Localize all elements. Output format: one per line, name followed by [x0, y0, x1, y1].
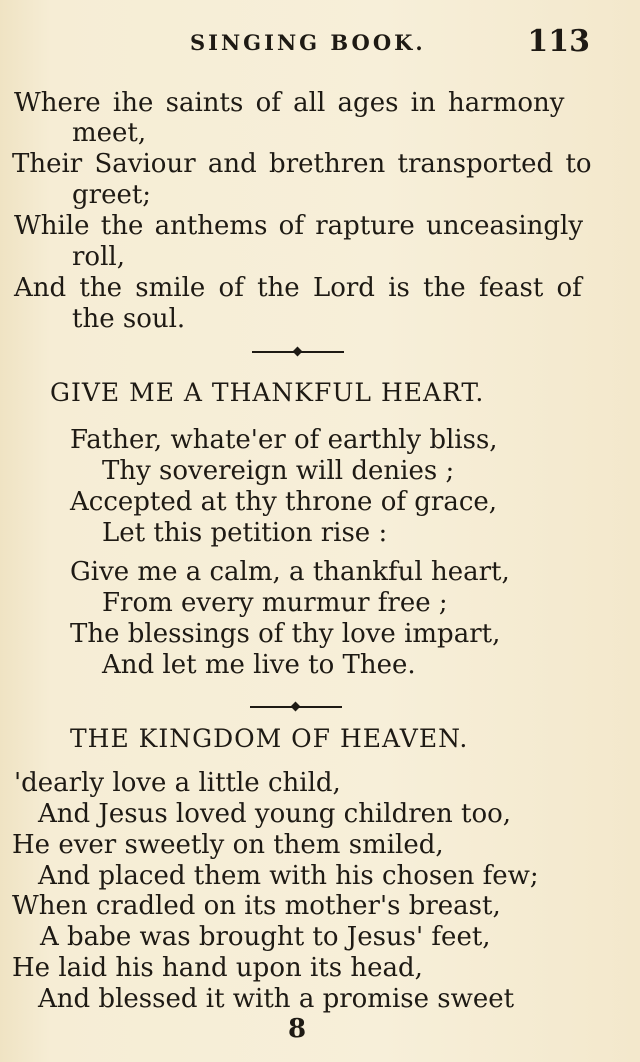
verse-line: He laid his hand upon its head, [12, 953, 423, 983]
hymn-title: GIVE ME A THANKFUL HEART. [50, 378, 485, 407]
verse-line: Let this petition rise : [102, 518, 388, 548]
verse-line: the soul. [72, 304, 186, 334]
page-number: 113 [527, 24, 590, 59]
verse-line: Accepted at thy throne of grace, [70, 487, 498, 517]
verse-line: From every murmur free ; [102, 588, 448, 618]
verse-line: meet, [72, 118, 147, 148]
verse-line: A babe was brought to Jesus' feet, [40, 922, 491, 952]
verse-line: Where ihe saints of all ages in harmony [14, 88, 565, 118]
verse-line: He ever sweetly on them smiled, [12, 830, 444, 860]
verse-line: Father, whate'er of earthly bliss, [70, 425, 498, 455]
verse-line: Their Saviour and brethren transported to [12, 149, 592, 179]
verse-line: The blessings of thy love impart, [70, 619, 501, 649]
verse-line: While the anthems of rapture unceasingly [14, 211, 584, 241]
verse-line: 'dearly love a little child, [14, 768, 341, 798]
verse-line: And blessed it with a promise sweet [38, 984, 515, 1014]
verse-line: And Jesus loved young children too, [38, 799, 512, 829]
running-head: SINGING BOOK. [190, 30, 426, 55]
verse-line: roll, [72, 242, 125, 272]
signature-mark: 8 [288, 1014, 307, 1044]
verse-line: And the smile of the Lord is the feast of [14, 273, 582, 303]
hymn-title: THE KINGDOM OF HEAVEN. [70, 724, 469, 753]
verse-line: Give me a calm, a thankful heart, [70, 557, 510, 587]
verse-line: greet; [72, 180, 152, 210]
verse-line: And placed them with his chosen few; [38, 861, 539, 891]
verse-line: Thy sovereign will denies ; [102, 456, 455, 486]
verse-line: And let me live to Thee. [102, 650, 416, 680]
verse-line: When cradled on its mother's breast, [12, 891, 501, 921]
